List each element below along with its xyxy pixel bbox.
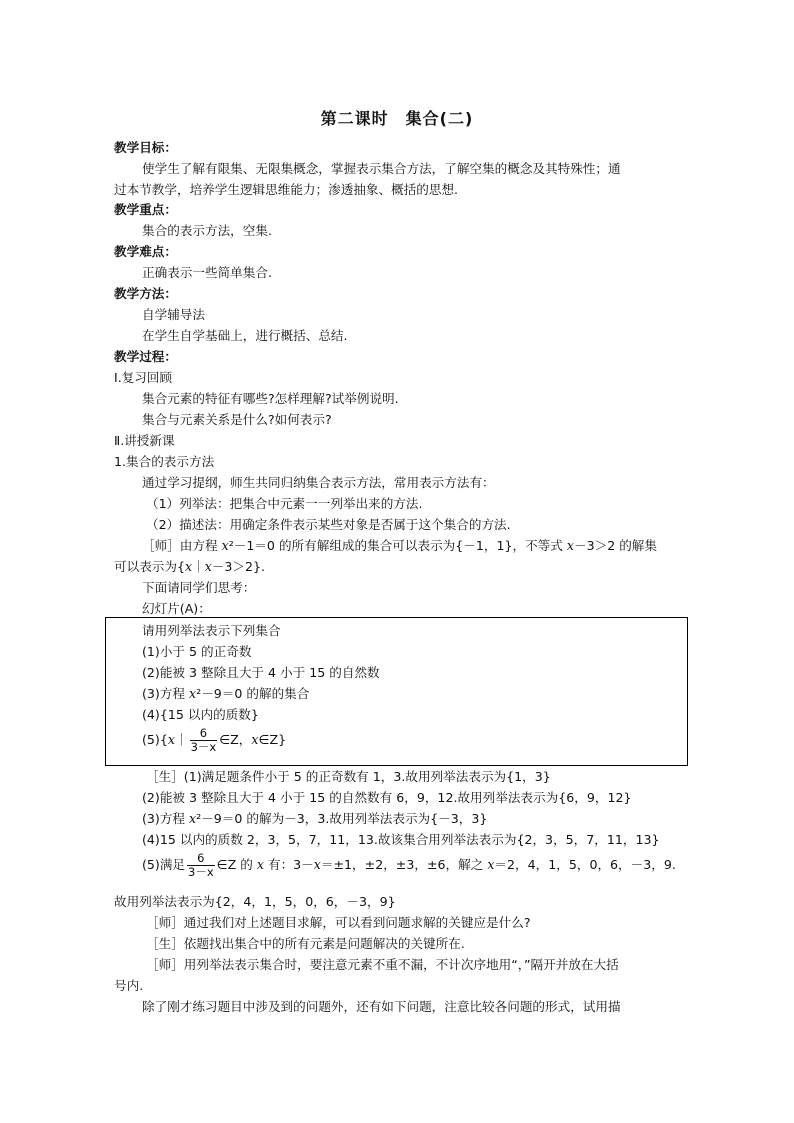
key-heading: 教学重点： [114,202,177,217]
new-lesson-heading: Ⅱ.讲授新课 [114,433,175,448]
student-answer-2: ［生］依题找出集合中的所有元素是问题解决的关键所在. [146,936,465,951]
answer-5-cont: 故用列举法表示为{2，4，1，5，0，6，－3，9} [114,894,396,909]
think-prompt: 下面请同学们思考： [142,580,256,595]
box-heading: 请用列举法表示下列集合 [142,623,281,638]
method-heading: 教学方法： [114,286,177,301]
answer-5: (5)满足 $\frac{6}{3-x}$ ∈Z 的 x 有：3－x＝±1，±2，±3，±6，解之 x＝2，4，1，5，0，6，－3，9. [142,851,676,879]
page-title: 第二课时 集合(二) [320,109,474,128]
box-question-3: (3)方程 x²－9＝0 的解的集合 [142,686,310,701]
answer-2: (2)能被 3 整除且大于 4 小于 15 的自然数有 6，9，12.故用列举法表示为{6，9，12} [142,790,632,805]
difficulty-heading: 教学难点： [114,244,177,259]
box-question-4: (4){15 以内的质数} [142,707,259,722]
section-1-heading: 1.集合的表示方法 [114,454,215,469]
box-question-1: (1)小于 5 的正奇数 [142,644,252,659]
enumeration-method: （1）列举法：把集合中元素一一列举出来的方法. [146,496,423,511]
closing-paragraph: 除了刚才练习题目中涉及到的问题外，还有如下问题，注意比较各问题的形式，试用描 [142,999,621,1014]
goal-line-2: 过本节教学，培养学生逻辑思维能力；渗透抽象、概括的思想. [114,182,459,197]
answer-4: (4)15 以内的质数 2，3，5，7，11，13.故该集合用列举法表示为{2，3，5，7，11，13} [142,832,660,847]
answer-1: ［生］(1)满足题条件小于 5 的正奇数有 1，3.故用列举法表示为{1，3} [146,769,551,784]
review-question-1: 集合元素的特征有哪些?怎样理解?试举例说明. [142,391,399,406]
review-heading: Ⅰ.复习回顾 [114,370,173,385]
difficulty-text: 正确表示一些简单集合. [142,265,272,280]
method-line-1: 自学辅导法 [142,307,205,322]
key-text: 集合的表示方法，空集. [142,223,272,238]
fraction: $\frac{6}{3-x}$ [188,851,214,879]
teacher-remark-3-cont: 号内. [114,978,144,993]
goal-line-1: 使学生了解有限集、无限集概念，掌握表示集合方法，了解空集的概念及其特殊性；通 [142,161,621,176]
goal-heading: 教学目标： [114,140,177,155]
fraction: $\frac{6}{3-x}$ [190,726,217,754]
review-question-2: 集合与元素关系是什么?如何表示? [142,412,332,427]
teacher-question-2: ［师］通过我们对上述题目求解，可以看到问题求解的关键应是什么? [146,915,531,930]
teacher-remark-1: ［师］由方程 x²－1＝0 的所有解组成的集合可以表示为{－1，1}，不等式 x－3＞2 的解集 [142,538,657,553]
box-question-2: (2)能被 3 整除且大于 4 小于 15 的自然数 [142,665,380,680]
teacher-remark-1-cont: 可以表示为{x｜x－3＞2}. [114,559,266,574]
section-1-intro: 通过学习提纲，师生共同归纳集合表示方法，常用表示方法有： [142,475,495,490]
method-line-2: 在学生自学基础上，进行概括、总结. [142,328,348,343]
slide-label: 幻灯片(A)： [142,601,211,616]
box-question-5: (5){x｜ $\frac{6}{3-x}$ ∈Z，x∈Z} [142,726,287,754]
description-method: （2）描述法：用确定条件表示某些对象是否属于这个集合的方法. [146,517,511,532]
process-heading: 教学过程： [114,349,177,364]
teacher-remark-3: ［师］用列举法表示集合时，要注意元素不重不漏，不计次序地用“，”隔开并放在大括 [146,957,619,972]
answer-3: (3)方程 x²－9＝0 的解为－3，3.故用列举法表示为{－3，3} [142,811,488,826]
